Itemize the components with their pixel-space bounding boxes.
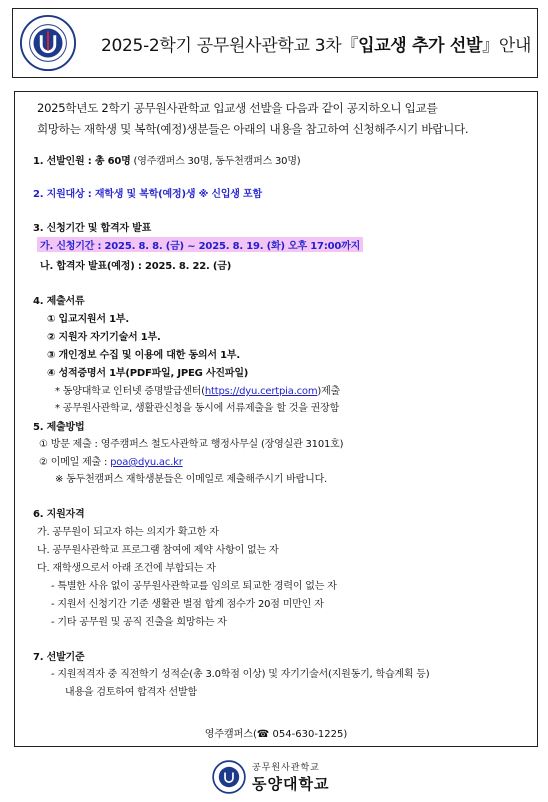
section-1-label: 1. 선발인원 : 총 60명 xyxy=(33,156,131,167)
intro-line: 2025학년도 2학기 공무원사관학교 입교생 선발을 다음과 같이 공지하오니 입교를 xyxy=(37,101,438,115)
bottom-logo-name: 동양대학교 xyxy=(252,775,330,793)
notice-box xyxy=(14,91,538,747)
section-4-label: 4. 제출서류 xyxy=(33,296,85,307)
note-text: )제출 xyxy=(317,386,341,397)
section-7-label: 7. 선발기준 xyxy=(33,652,85,663)
title-prefix: 2025-2학기 공무원사관학교 3차『 xyxy=(101,35,359,56)
qualification-subitem: - 지원서 신청기간 기준 생활관 벌점 합계 점수가 20점 미만인 자 xyxy=(51,599,324,610)
title-suffix: 』안내 xyxy=(482,35,532,56)
bottom-logo xyxy=(212,760,329,794)
section-3-label: 3. 신청기간 및 합격자 발표 xyxy=(33,223,152,234)
visit-submission: ① 방문 제출 : 영주캠퍼스 철도사관학교 행정사무실 (장영실관 3101호) xyxy=(39,439,344,450)
section-1-detail: (영주캠퍼스 30명, 동두천캠퍼스 30명) xyxy=(130,156,301,167)
intro-line: 희망하는 재학생 및 복학(예정)생분들은 아래의 내용을 참고하여 신청해주시기 바랍니다. xyxy=(37,122,469,136)
section-4-note-2: * 공무원사관학교, 생활관신청을 동시에 서류제출을 할 것을 권장함 xyxy=(55,403,340,414)
certificate-center-link[interactable]: https://dyu.certpia.com xyxy=(204,386,318,397)
email-label: ② 이메일 제출 : xyxy=(39,457,111,468)
section-2 xyxy=(33,185,262,200)
section-5-label: 5. 제출방법 xyxy=(33,422,85,433)
application-period-highlight: 가. 신청기간 : 2025. 8. 8. (금) ~ 2025. 8. 19. (화) 오후 17:00까지 xyxy=(37,237,363,252)
qualification-subitem: - 특별한 사유 없이 공무원사관학교를 임의로 퇴교한 경력이 없는 자 xyxy=(51,581,337,592)
note-text: * 동양대학교 인터넷 증명발급센터( xyxy=(55,386,205,397)
page-title xyxy=(101,31,531,56)
university-seal-icon xyxy=(19,14,77,72)
qualification-item: 가. 공무원이 되고자 하는 의지가 확고한 자 xyxy=(37,527,219,538)
university-emblem-icon xyxy=(212,760,246,794)
section-1 xyxy=(33,152,301,167)
intro-paragraph xyxy=(37,98,527,140)
selection-criteria-line: - 지원적격자 중 직전학기 성적순(총 3.0학점 이상) 및 자기기술서(지원동기, 학습계획 등) xyxy=(51,669,430,680)
section-3-period xyxy=(37,237,363,252)
bottom-logo-subtitle: 공무원사관학교 xyxy=(252,763,320,773)
document-item: ④ 성적증명서 1부(PDF파일, JPEG 사진파일) xyxy=(47,368,249,379)
section-2-label: 2. 지원대상 : xyxy=(33,189,95,200)
email-link[interactable]: poa@dyu.ac.kr xyxy=(110,457,183,468)
document-item: ② 지원자 자기기술서 1부. xyxy=(47,332,161,343)
selection-criteria-line: 내용을 검토하여 합격자 선발함 xyxy=(65,687,197,698)
header-box xyxy=(12,8,538,78)
section-6-label: 6. 지원자격 xyxy=(33,509,85,520)
section-5-note: ※ 동두천캠퍼스 재학생분들은 이메일로 제출해주시기 바랍니다. xyxy=(55,474,328,485)
section-3-announcement: 나. 합격자 발표(예정) : 2025. 8. 22. (금) xyxy=(40,261,232,272)
section-4-note-1 xyxy=(55,382,340,397)
section-2-detail: 재학생 및 복학(예정)생 ※ 신입생 포함 xyxy=(94,189,262,200)
contact-info: 영주캠퍼스(☎ 054-630-1225) xyxy=(204,729,348,740)
document-item: ① 입교지원서 1부. xyxy=(47,314,129,325)
title-emphasis: 입교생 추가 선발 xyxy=(358,35,483,56)
email-submission xyxy=(39,453,183,468)
document-item: ③ 개인정보 수집 및 이용에 대한 동의서 1부. xyxy=(47,350,240,361)
qualification-item: 다. 재학생으로서 아래 조건에 부합되는 자 xyxy=(37,563,216,574)
qualification-subitem: - 기타 공무원 및 공직 진출을 희망하는 자 xyxy=(51,617,227,628)
qualification-item: 나. 공무원사관학교 프로그램 참여에 제약 사항이 없는 자 xyxy=(37,545,279,556)
